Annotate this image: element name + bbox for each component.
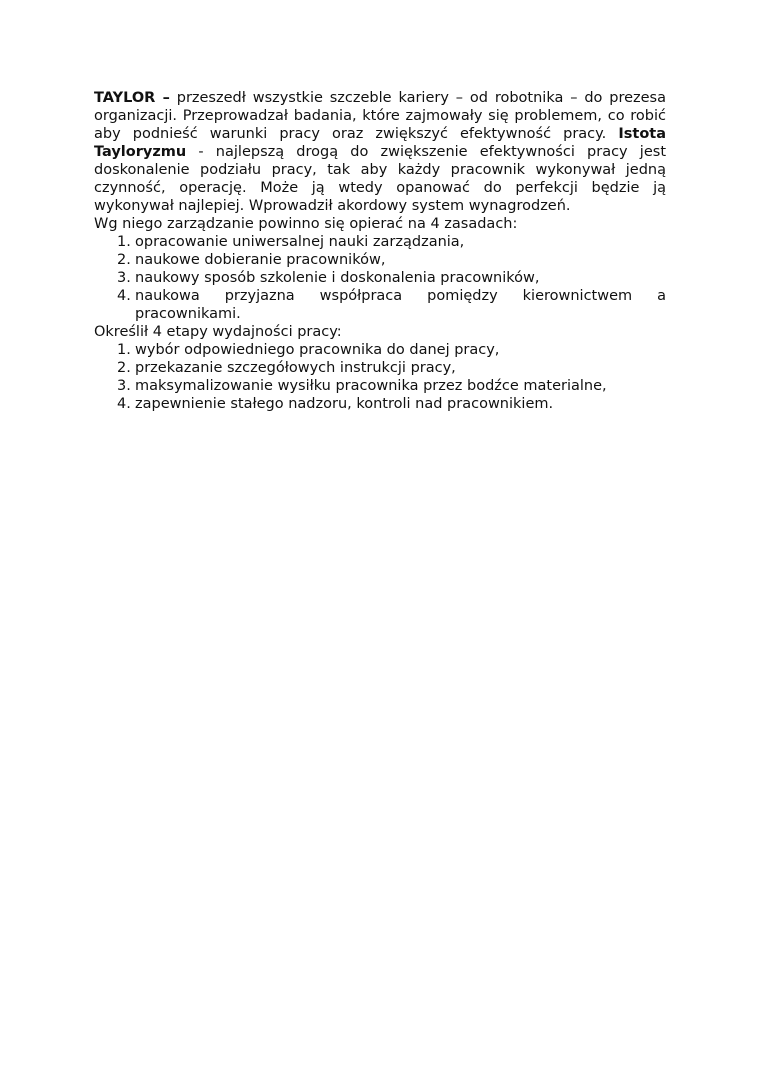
intro-lead-bold: TAYLOR – <box>94 90 170 106</box>
list-item <box>117 233 666 251</box>
intro-term-bold: Istota Tayloryzmu <box>94 126 666 160</box>
list-item-number: 1. <box>117 234 131 250</box>
intro-paragraph <box>94 89 666 215</box>
list-item-text: maksymalizowanie wysiłku pracownika przez bodźce materialne, <box>135 378 607 394</box>
list-item-text: naukowy sposób szkolenie i doskonalenia pracowników, <box>135 270 540 286</box>
list-item-text: naukowa przyjazna współpraca pomiędzy kierownictwem a pracownikami. <box>135 288 666 322</box>
list-item-number: 4. <box>117 396 131 412</box>
list-item-number: 4. <box>117 288 131 304</box>
list-item-number: 3. <box>117 270 131 286</box>
list-item <box>117 287 666 323</box>
list-item-text: przekazanie szczegółowych instrukcji pracy, <box>135 360 456 376</box>
list-item-number: 2. <box>117 252 131 268</box>
stages-list <box>94 341 666 413</box>
list-item-number: 3. <box>117 378 131 394</box>
intro-lead-text: przeszedł wszystkie szczeble kariery – od robotnika – do prezesa organizacji. Przeprowadzał badania, które zajmowały się problemem, co robić aby podnieść warunki pracy oraz zwiększyć efektywność pracy. <box>94 90 666 142</box>
list-item-text: naukowe dobieranie pracowników, <box>135 252 386 268</box>
stages-heading: Określił 4 etapy wydajności pracy: <box>94 324 342 340</box>
list-item-number: 2. <box>117 360 131 376</box>
list-item-text: opracowanie uniwersalnej nauki zarządzania, <box>135 234 465 250</box>
intro-term-text: - najlepszą drogą do zwiększenie efektywności pracy jest doskonalenie podziału pracy, tak aby każdy pracownik wykonywał jedną czynność, operację. Może ją wtedy opanować do perfekcji będzie ją wykonywał najlepiej. Wprowadził akordowy system wynagrodzeń. <box>94 144 666 214</box>
principles-list <box>94 233 666 323</box>
list-item <box>117 359 666 377</box>
list-item <box>117 341 666 359</box>
list-item <box>117 269 666 287</box>
principles-heading: Wg niego zarządzanie powinno się opierać na 4 zasadach: <box>94 216 518 232</box>
list-item <box>117 377 666 395</box>
document-page <box>94 89 666 413</box>
list-item <box>117 251 666 269</box>
list-item-text: wybór odpowiedniego pracownika do danej pracy, <box>135 342 500 358</box>
list-item <box>117 395 666 413</box>
list-item-number: 1. <box>117 342 131 358</box>
list-item-text: zapewnienie stałego nadzoru, kontroli nad pracownikiem. <box>135 396 554 412</box>
